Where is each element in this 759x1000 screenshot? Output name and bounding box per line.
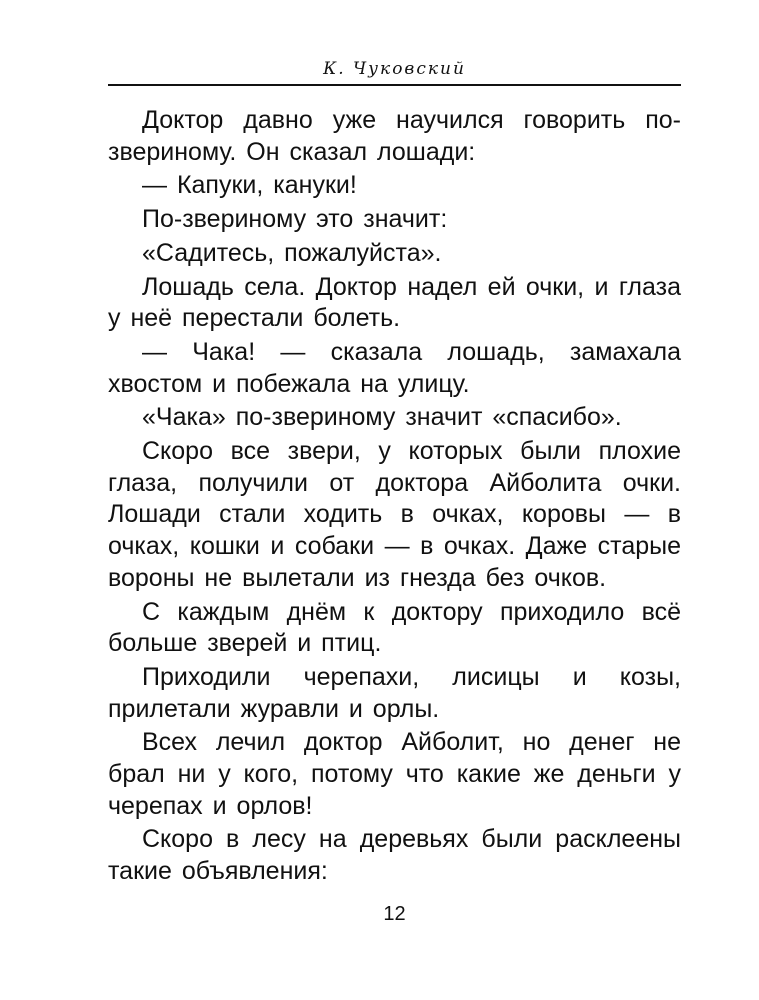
paragraph: — Чака! — сказала лошадь, замахала хвостом и побежала на улицу. <box>108 337 681 398</box>
paragraph: Скоро в лесу на деревьях были расклеены такие объявления: <box>108 825 681 886</box>
paragraph: «Садитесь, пожалуйста». <box>142 238 442 267</box>
paragraph: Скоро все звери, у которых были плохие глаза, получили от доктора Айболита очки. Лошади стали ходить в очках, коровы — в очках, кошки и собаки — в очках. Даже старые вороны не вылетали из гнезда без очков. <box>108 437 681 592</box>
paragraph: «Чака» по-звериному значит «спасибо». <box>142 403 622 432</box>
body-text <box>108 105 681 890</box>
paragraph: Лошадь села. Доктор надел ей очки, и глаза у неё перестали болеть. <box>108 272 681 333</box>
paragraph: По-звериному это значит: <box>142 205 448 234</box>
paragraph: Всех лечил доктор Айболит, но денег не брал ни у кого, потому что какие же деньги у черепах и орлов! <box>108 728 681 820</box>
paragraph: — Капуки, кануки! <box>142 171 357 200</box>
paragraph: Доктор давно уже научился говорить по-звериному. Он сказал лошади: <box>108 106 681 166</box>
page-number: 12 <box>383 903 406 925</box>
running-head-author: К. Чуковский <box>323 59 466 79</box>
header-rule <box>108 84 681 86</box>
paragraph: С каждым днём к доктору приходило всё больше зверей и птиц. <box>108 597 681 658</box>
paragraph: Приходили черепахи, лисицы и козы, прилетали журавли и орлы. <box>108 662 681 723</box>
